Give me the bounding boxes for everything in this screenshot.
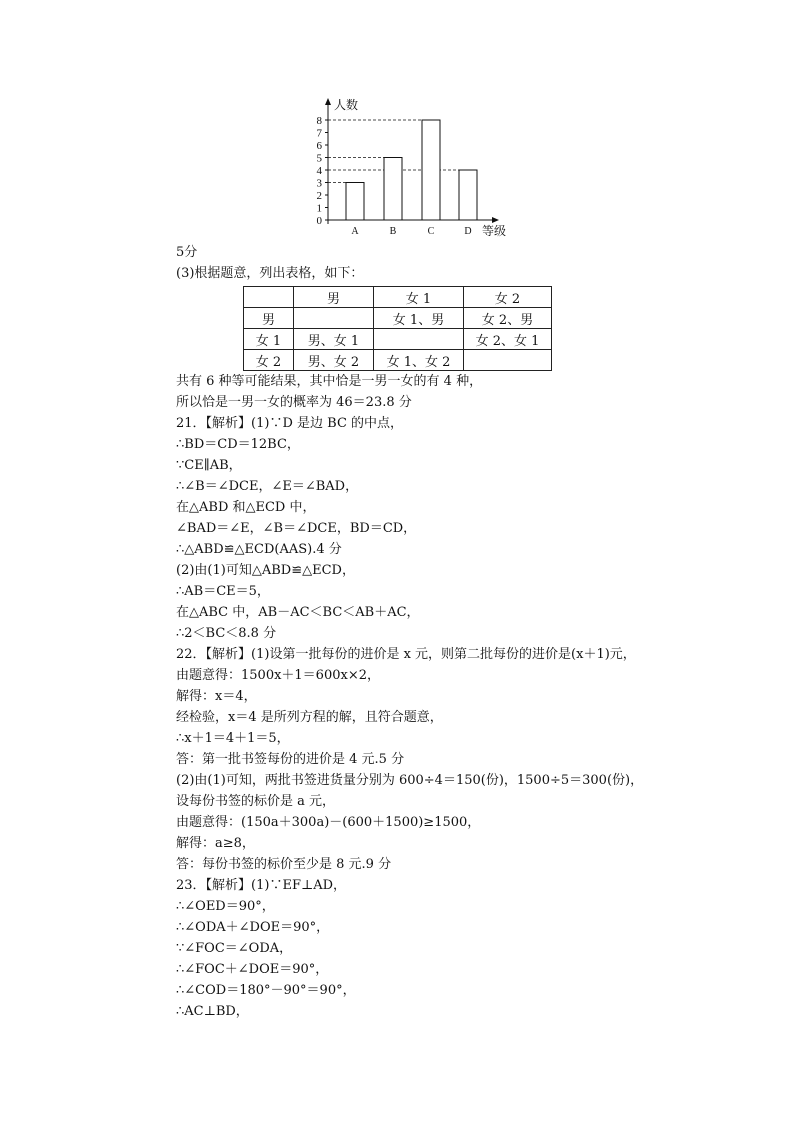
table-cell: 女 2、女 1 bbox=[464, 329, 552, 350]
solution-line: (2)由(1)可知△ABD≌△ECD， bbox=[176, 563, 355, 578]
solution-line: 22．【解析】(1)设第一批每份的进价是 x 元，则第二批每份的进价是(x＋1)元， bbox=[176, 647, 636, 662]
y-tick-label: 2 bbox=[316, 190, 322, 202]
solution-line: ∴∠OED＝90°， bbox=[176, 899, 275, 914]
y-tick-label: 8 bbox=[316, 115, 322, 127]
table-cell: 男、女 2 bbox=[294, 350, 374, 371]
solution-line: 解得：a≥8， bbox=[176, 836, 255, 851]
solution-line: ∴∠FOC＋∠DOE＝90°， bbox=[176, 962, 329, 977]
solution-line: ∴∠ODA＋∠DOE＝90°， bbox=[176, 920, 330, 935]
solution-line: (2)由(1)可知，两批书签进货量分别为 600÷4＝150(份)，1500÷5＝300(份)， bbox=[176, 773, 644, 788]
x-tick-label: A bbox=[351, 226, 359, 237]
y-tick-label: 5 bbox=[316, 152, 322, 165]
table-row bbox=[244, 329, 552, 350]
solution-line: 答：每份书签的标价至少是 8 元.9 分 bbox=[176, 857, 392, 872]
y-tick-label: 6 bbox=[316, 140, 322, 152]
x-ticks bbox=[351, 226, 471, 237]
y-tick-label: 3 bbox=[316, 177, 322, 190]
table-cell: 男、女 1 bbox=[294, 329, 374, 350]
x-axis-arrow bbox=[492, 217, 499, 223]
solution-line: ∠BAD＝∠E，∠B＝∠DCE，BD＝CD， bbox=[176, 521, 417, 536]
solution-line: 所以恰是一男一女的概率为 46＝23.8 分 bbox=[176, 395, 412, 410]
solution-line: 由题意得：1500x＋1＝600x×2， bbox=[176, 668, 380, 683]
solution-line: 共有 6 种等可能结果，其中恰是一男一女的有 4 种， bbox=[176, 374, 483, 389]
solution-line: ∴x＋1＝4＋1＝5， bbox=[176, 731, 290, 746]
solution-line: ∴BD＝CD＝12BC， bbox=[176, 437, 300, 452]
x-tick-label: B bbox=[389, 226, 397, 237]
solution-line: ∴△ABD≌△ECD(AAS).4 分 bbox=[176, 542, 342, 557]
solution-line: 由题意得：(150a＋300a)－(600＋1500)≥1500， bbox=[176, 815, 481, 830]
x-tick-label: D bbox=[464, 226, 472, 237]
score-note: 5分 bbox=[176, 245, 198, 260]
table-cell bbox=[244, 287, 294, 308]
bar-d bbox=[459, 170, 477, 220]
table-cell: 女 2 bbox=[244, 350, 294, 371]
solution-line: 23．【解析】(1)∵EF⊥AD， bbox=[176, 878, 347, 893]
x-axis-label: 等级 bbox=[482, 224, 507, 238]
bar-b bbox=[384, 158, 402, 221]
solution-line: 在△ABC 中，AB－AC＜BC＜AB＋AC， bbox=[176, 605, 420, 620]
y-tick-label: 7 bbox=[316, 127, 322, 140]
solution-line: 21．【解析】(1)∵D 是边 BC 的中点， bbox=[176, 416, 404, 431]
table-cell bbox=[374, 329, 464, 350]
solution-line: 在△ABD 和△ECD 中， bbox=[176, 500, 316, 515]
table-header-row bbox=[244, 287, 552, 308]
solution-line: ∵CE∥AB， bbox=[176, 458, 242, 473]
solution-line: 设每份书签的标价是 a 元， bbox=[176, 794, 336, 809]
solution-line: ∴AC⊥BD， bbox=[176, 1004, 249, 1019]
x-tick-label: C bbox=[427, 226, 435, 237]
table-cell: 女 1 bbox=[374, 287, 464, 308]
bar-chart bbox=[300, 96, 520, 242]
table-cell: 女 1 bbox=[244, 329, 294, 350]
table-cell: 男 bbox=[294, 287, 374, 308]
y-tick-label: 1 bbox=[316, 202, 322, 215]
table-cell bbox=[464, 350, 552, 371]
table-cell bbox=[294, 308, 374, 329]
solution-line: ∴AB＝CE＝5， bbox=[176, 584, 270, 599]
table-row bbox=[244, 308, 552, 329]
y-axis-label: 人数 bbox=[334, 98, 359, 112]
solution-line: ∴2＜BC＜8.8 分 bbox=[176, 626, 277, 641]
bar-c bbox=[422, 120, 440, 220]
y-axis-arrow bbox=[325, 98, 331, 105]
table-row bbox=[244, 350, 552, 371]
solution-line: 经检验，x＝4 是所列方程的解，且符合题意， bbox=[176, 710, 443, 725]
solution-line: 答：第一批书签每份的进价是 4 元.5 分 bbox=[176, 752, 405, 767]
table-cell: 女 2、男 bbox=[464, 308, 552, 329]
solution-line: ∴∠COD＝180°－90°＝90°， bbox=[176, 983, 356, 998]
solution-line: 解得：x＝4， bbox=[176, 689, 257, 704]
y-tick-label: 4 bbox=[316, 165, 322, 177]
part3-intro: (3)根据题意，列出表格，如下： bbox=[176, 266, 364, 281]
solution-line: ∴∠B＝∠DCE，∠E＝∠BAD， bbox=[176, 479, 359, 494]
solution-line: ∵∠FOC＝∠ODA， bbox=[176, 941, 293, 956]
y-ticks bbox=[317, 115, 329, 227]
bar-a bbox=[346, 183, 364, 221]
table-cell: 女 1、女 2 bbox=[374, 350, 464, 371]
table-cell: 女 2 bbox=[464, 287, 552, 308]
y-tick-label: 0 bbox=[316, 215, 322, 227]
table-cell: 男 bbox=[244, 308, 294, 329]
table-cell: 女 1、男 bbox=[374, 308, 464, 329]
outcome-table bbox=[243, 286, 552, 371]
